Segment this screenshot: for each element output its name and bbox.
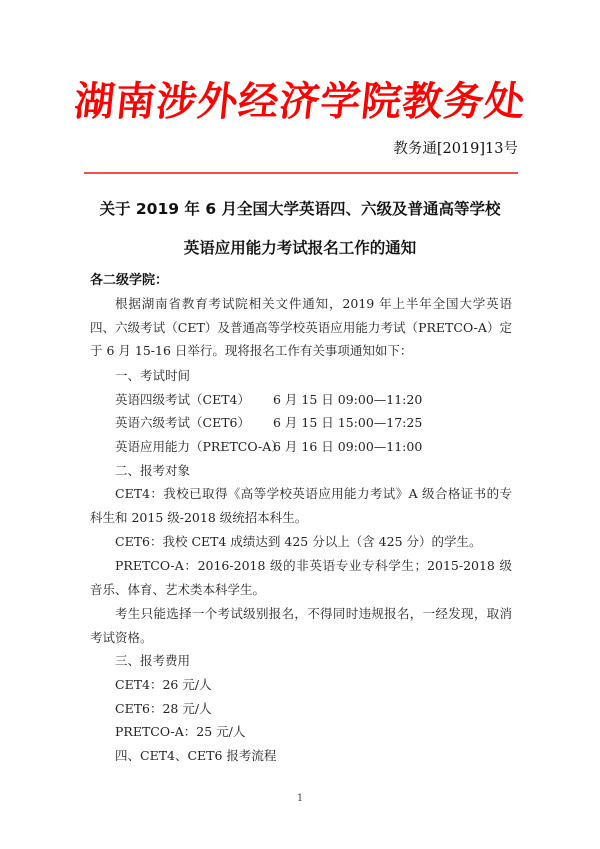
- eligibility-pretco: PRETCO-A：2016-2018 级的非英语专业专科学生；2015-2018 级音乐、体育、艺术类本科学生。: [90, 558, 512, 597]
- section-heading-fees: 三、报考费用: [115, 653, 191, 668]
- section-heading-process: 四、CET4、CET6 报考流程: [115, 748, 277, 763]
- schedule-time: 6 月 15 日 15:00—17:25: [273, 415, 423, 430]
- eligibility-note: 考生只能选择一个考试级别报名，不得同时违规报名，一经发现，取消考试资格。: [90, 606, 512, 645]
- eligibility-cet6: CET6：我校 CET4 成绩达到 425 分以上（含 425 分）的学生。: [115, 534, 482, 549]
- fee-item: CET6：28 元/人: [115, 701, 212, 716]
- salutation: 各二级学院：: [90, 273, 169, 288]
- schedule-row: [115, 437, 422, 457]
- page-number: 1: [296, 793, 304, 804]
- schedule-row: [115, 413, 422, 433]
- schedule-exam: 英语应用能力（PRETCO-A）: [115, 439, 284, 454]
- schedule-time: 6 月 15 日 09:00—11:20: [273, 392, 423, 407]
- schedule-exam: 英语六级考试（CET6）: [115, 415, 250, 430]
- fee-item: CET4：26 元/人: [115, 677, 212, 692]
- schedule-row: [115, 390, 422, 410]
- masthead-title: 湖南涉外经济学院教务处: [72, 79, 528, 125]
- schedule-exam: 英语四级考试（CET4）: [115, 392, 250, 407]
- section-heading-eligibility: 二、报考对象: [115, 463, 191, 478]
- section-heading-exam-time: 一、考试时间: [115, 368, 191, 383]
- schedule-time: 6 月 16 日 09:00—11:00: [273, 439, 423, 454]
- notice-title-line-2: 英语应用能力考试报名工作的通知: [183, 239, 417, 257]
- eligibility-cet4: CET4：我校已取得《高等学校英语应用能力考试》A 级合格证书的专科生和 2015 级-2018 级统招本科生。: [90, 486, 512, 525]
- intro-paragraph: 根据湖南省教育考试院相关文件通知，2019 年上半年全国大学英语四、六级考试（CET）及普通高等学校英语应用能力考试（PRETCO-A）定于 6 月 15-16 日举行。现将报名工作有关事项通知如下：: [90, 296, 512, 359]
- red-divider-rule: [84, 172, 518, 174]
- fee-item: PRETCO-A：25 元/人: [115, 724, 246, 739]
- document-number: 教务通[2019]13号: [393, 141, 518, 157]
- notice-title-line-1: 关于 2019 年 6 月全国大学英语四、六级及普通高等学校: [99, 200, 501, 218]
